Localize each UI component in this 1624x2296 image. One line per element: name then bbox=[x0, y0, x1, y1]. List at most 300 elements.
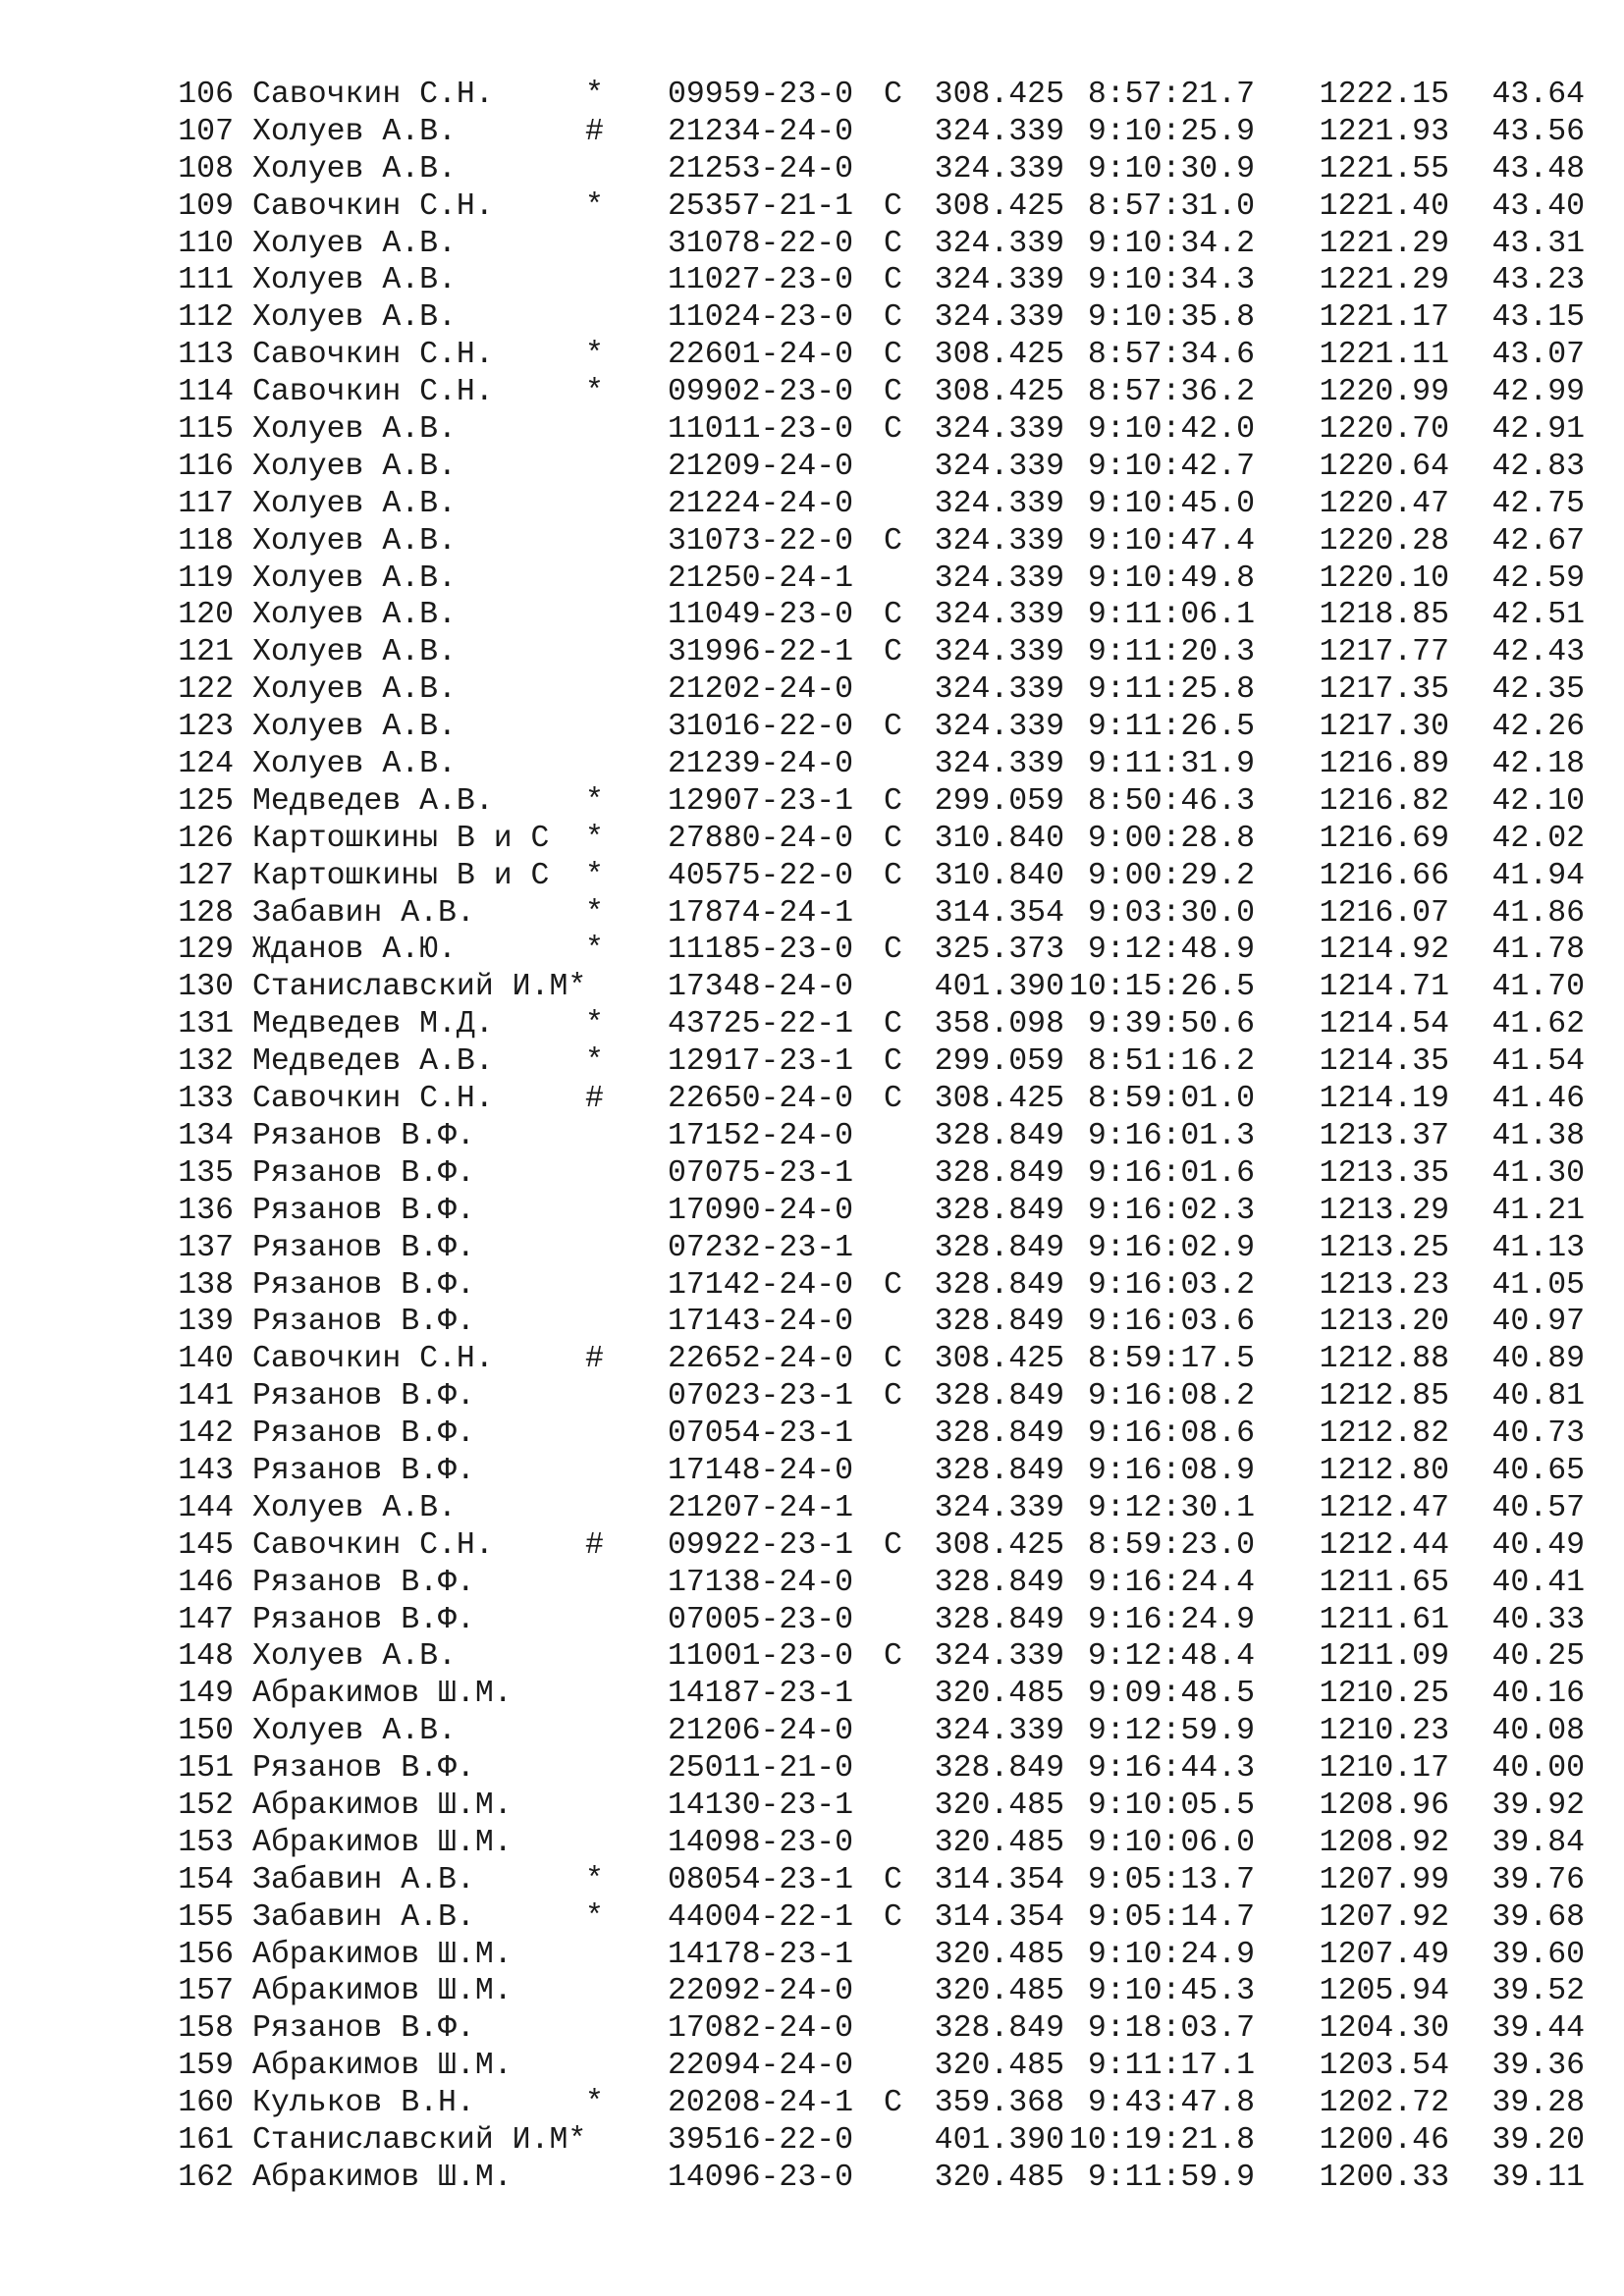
arrival-time: 9:16:03.2 bbox=[1087, 1267, 1255, 1303]
place-number: 155 bbox=[178, 1899, 234, 1935]
fancier-name: Рязанов В.Ф. bbox=[252, 1751, 475, 1787]
points: 39.11 bbox=[1491, 2160, 1585, 2195]
group-letter: С bbox=[884, 858, 902, 893]
points: 41.38 bbox=[1491, 1118, 1585, 1153]
points: 39.44 bbox=[1491, 2011, 1585, 2047]
fancier-name: Абракимов Ш.М. bbox=[252, 2160, 513, 2195]
speed: 1204.30 bbox=[1319, 2011, 1449, 2047]
ring-number: 17148-24-0 bbox=[668, 1453, 854, 1488]
speed: 1207.49 bbox=[1319, 1937, 1449, 1972]
place-number: 146 bbox=[178, 1565, 234, 1600]
fancier-name: Савочкин С.Н. bbox=[252, 1082, 494, 1117]
arrival-time: 9:11:20.3 bbox=[1087, 635, 1255, 670]
arrival-time: 9:10:35.8 bbox=[1087, 300, 1255, 336]
result-row bbox=[0, 858, 1624, 895]
arrival-time: 9:12:48.9 bbox=[1087, 933, 1255, 968]
arrival-time: 9:16:02.3 bbox=[1087, 1193, 1255, 1228]
place-number: 138 bbox=[178, 1267, 234, 1303]
place-number: 134 bbox=[178, 1118, 234, 1153]
fancier-name: Холуев А.В. bbox=[252, 486, 457, 521]
points: 40.89 bbox=[1491, 1342, 1585, 1377]
result-row bbox=[0, 1453, 1624, 1490]
points: 40.81 bbox=[1491, 1379, 1585, 1415]
fancier-name: Холуев А.В. bbox=[252, 412, 457, 448]
arrival-time: 9:16:02.9 bbox=[1087, 1230, 1255, 1265]
place-number: 143 bbox=[178, 1453, 234, 1488]
distance: 308.425 bbox=[934, 1082, 1064, 1117]
result-row bbox=[0, 1193, 1624, 1230]
points: 40.16 bbox=[1491, 1677, 1585, 1712]
fancier-name: Рязанов В.Ф. bbox=[252, 1155, 475, 1191]
entry-mark: # bbox=[585, 1527, 604, 1563]
arrival-time: 8:59:01.0 bbox=[1087, 1082, 1255, 1117]
speed: 1211.65 bbox=[1319, 1565, 1449, 1600]
group-letter: С bbox=[884, 412, 902, 448]
fancier-name: Савочкин С.Н. bbox=[252, 1342, 494, 1377]
fancier-name: Рязанов В.Ф. bbox=[252, 1193, 475, 1228]
distance: 308.425 bbox=[934, 375, 1064, 410]
distance: 325.373 bbox=[934, 933, 1064, 968]
group-letter: С bbox=[884, 1267, 902, 1303]
fancier-name: Абракимов Ш.М. bbox=[252, 1937, 513, 1972]
result-row bbox=[0, 1973, 1624, 2010]
ring-number: 11185-23-0 bbox=[668, 933, 854, 968]
speed: 1221.29 bbox=[1319, 263, 1449, 298]
entry-mark: # bbox=[585, 114, 604, 149]
place-number: 150 bbox=[178, 1714, 234, 1749]
group-letter: С bbox=[884, 226, 902, 261]
arrival-time: 8:57:31.0 bbox=[1087, 188, 1255, 224]
points: 42.10 bbox=[1491, 783, 1585, 819]
ring-number: 14178-23-1 bbox=[668, 1937, 854, 1972]
distance: 320.485 bbox=[934, 1974, 1064, 2009]
points: 40.33 bbox=[1491, 1602, 1585, 1637]
entry-mark: * bbox=[585, 783, 604, 819]
ring-number: 12907-23-1 bbox=[668, 783, 854, 819]
fancier-name: Савочкин С.Н. bbox=[252, 188, 494, 224]
speed: 1217.77 bbox=[1319, 635, 1449, 670]
result-row bbox=[0, 1081, 1624, 1118]
group-letter: С bbox=[884, 1639, 902, 1675]
distance: 314.354 bbox=[934, 895, 1064, 931]
ring-number: 21202-24-0 bbox=[668, 672, 854, 708]
speed: 1221.55 bbox=[1319, 151, 1449, 187]
ring-number: 21206-24-0 bbox=[668, 1714, 854, 1749]
group-letter: С bbox=[884, 598, 902, 633]
place-number: 113 bbox=[178, 338, 234, 373]
ring-number: 21234-24-0 bbox=[668, 114, 854, 149]
arrival-time: 9:10:47.4 bbox=[1087, 523, 1255, 559]
speed: 1210.17 bbox=[1319, 1751, 1449, 1787]
points: 41.86 bbox=[1491, 895, 1585, 931]
place-number: 139 bbox=[178, 1305, 234, 1340]
result-row bbox=[0, 597, 1624, 634]
result-row bbox=[0, 114, 1624, 151]
ring-number: 25357-21-1 bbox=[668, 188, 854, 224]
speed: 1207.92 bbox=[1319, 1899, 1449, 1935]
group-letter: С bbox=[884, 1527, 902, 1563]
distance: 308.425 bbox=[934, 1527, 1064, 1563]
points: 42.67 bbox=[1491, 523, 1585, 559]
points: 42.91 bbox=[1491, 412, 1585, 448]
arrival-time: 9:18:03.7 bbox=[1087, 2011, 1255, 2047]
ring-number: 14096-23-0 bbox=[668, 2160, 854, 2195]
speed: 1212.44 bbox=[1319, 1527, 1449, 1563]
points: 41.62 bbox=[1491, 1007, 1585, 1042]
result-row bbox=[0, 932, 1624, 969]
arrival-time: 8:57:21.7 bbox=[1087, 78, 1255, 112]
distance: 324.339 bbox=[934, 263, 1064, 298]
speed: 1208.96 bbox=[1319, 1788, 1449, 1823]
arrival-time: 8:57:36.2 bbox=[1087, 375, 1255, 410]
arrival-time: 9:16:01.6 bbox=[1087, 1155, 1255, 1191]
points: 39.60 bbox=[1491, 1937, 1585, 1972]
distance: 324.339 bbox=[934, 635, 1064, 670]
ring-number: 11024-23-0 bbox=[668, 300, 854, 336]
ring-number: 09922-23-1 bbox=[668, 1527, 854, 1563]
place-number: 141 bbox=[178, 1379, 234, 1415]
arrival-time: 9:16:01.3 bbox=[1087, 1118, 1255, 1153]
place-number: 116 bbox=[178, 449, 234, 484]
distance: 320.485 bbox=[934, 1788, 1064, 1823]
group-letter: С bbox=[884, 523, 902, 559]
ring-number: 31016-22-0 bbox=[668, 710, 854, 745]
points: 43.15 bbox=[1491, 300, 1585, 336]
fancier-name: Холуев А.В. bbox=[252, 1639, 457, 1675]
result-row bbox=[0, 523, 1624, 561]
distance: 324.339 bbox=[934, 1490, 1064, 1525]
place-number: 110 bbox=[178, 226, 234, 261]
arrival-time: 9:10:24.9 bbox=[1087, 1937, 1255, 1972]
place-number: 117 bbox=[178, 486, 234, 521]
distance: 324.339 bbox=[934, 412, 1064, 448]
place-number: 152 bbox=[178, 1788, 234, 1823]
fancier-name: Холуев А.В. bbox=[252, 747, 457, 782]
distance: 324.339 bbox=[934, 449, 1064, 484]
group-letter: С bbox=[884, 1899, 902, 1935]
distance: 328.849 bbox=[934, 1416, 1064, 1452]
speed: 1213.35 bbox=[1319, 1155, 1449, 1191]
entry-mark: * bbox=[585, 78, 604, 112]
distance: 324.339 bbox=[934, 523, 1064, 559]
ring-number: 22650-24-0 bbox=[668, 1082, 854, 1117]
result-row bbox=[0, 77, 1624, 114]
speed: 1213.25 bbox=[1319, 1230, 1449, 1265]
ring-number: 07075-23-1 bbox=[668, 1155, 854, 1191]
ring-number: 07054-23-1 bbox=[668, 1416, 854, 1452]
result-row bbox=[0, 299, 1624, 337]
place-number: 162 bbox=[178, 2160, 234, 2195]
arrival-time: 9:10:25.9 bbox=[1087, 114, 1255, 149]
place-number: 148 bbox=[178, 1639, 234, 1675]
result-row bbox=[0, 1862, 1624, 1899]
result-row bbox=[0, 1378, 1624, 1415]
fancier-name: Холуев А.В. bbox=[252, 672, 457, 708]
fancier-name: Рязанов В.Ф. bbox=[252, 1118, 475, 1153]
arrival-time: 8:51:16.2 bbox=[1087, 1044, 1255, 1080]
distance: 401.390 bbox=[934, 970, 1064, 1005]
speed: 1213.29 bbox=[1319, 1193, 1449, 1228]
arrival-time: 9:11:26.5 bbox=[1087, 710, 1255, 745]
fancier-name: Холуев А.В. bbox=[252, 263, 457, 298]
arrival-time: 9:10:05.5 bbox=[1087, 1788, 1255, 1823]
result-row bbox=[0, 1750, 1624, 1788]
place-number: 109 bbox=[178, 188, 234, 224]
fancier-name: Савочкин С.Н. bbox=[252, 78, 494, 112]
arrival-time: 9:16:03.6 bbox=[1087, 1305, 1255, 1340]
arrival-time: 9:10:49.8 bbox=[1087, 561, 1255, 596]
points: 43.07 bbox=[1491, 338, 1585, 373]
speed: 1221.29 bbox=[1319, 226, 1449, 261]
speed: 1216.89 bbox=[1319, 747, 1449, 782]
points: 41.30 bbox=[1491, 1155, 1585, 1191]
group-letter: С bbox=[884, 375, 902, 410]
points: 42.35 bbox=[1491, 672, 1585, 708]
ring-number: 21239-24-0 bbox=[668, 747, 854, 782]
place-number: 120 bbox=[178, 598, 234, 633]
arrival-time: 9:16:44.3 bbox=[1087, 1751, 1255, 1787]
group-letter: С bbox=[884, 635, 902, 670]
points: 43.40 bbox=[1491, 188, 1585, 224]
entry-mark: * bbox=[585, 1007, 604, 1042]
result-row bbox=[0, 1341, 1624, 1378]
distance: 328.849 bbox=[934, 1305, 1064, 1340]
speed: 1205.94 bbox=[1319, 1974, 1449, 2009]
arrival-time: 9:12:59.9 bbox=[1087, 1714, 1255, 1749]
distance: 328.849 bbox=[934, 1230, 1064, 1265]
fancier-name: Рязанов В.Ф. bbox=[252, 1230, 475, 1265]
fancier-name: Холуев А.В. bbox=[252, 1714, 457, 1749]
result-row bbox=[0, 709, 1624, 746]
result-row bbox=[0, 1713, 1624, 1750]
arrival-time: 9:10:42.7 bbox=[1087, 449, 1255, 484]
result-row bbox=[0, 1565, 1624, 1602]
distance: 324.339 bbox=[934, 226, 1064, 261]
place-number: 136 bbox=[178, 1193, 234, 1228]
speed: 1218.85 bbox=[1319, 598, 1449, 633]
fancier-name: Абракимов Ш.М. bbox=[252, 1825, 513, 1860]
group-letter: С bbox=[884, 338, 902, 373]
points: 43.64 bbox=[1491, 78, 1585, 112]
fancier-name: Рязанов В.Ф. bbox=[252, 1416, 475, 1452]
points: 40.41 bbox=[1491, 1565, 1585, 1600]
distance: 320.485 bbox=[934, 1825, 1064, 1860]
distance: 308.425 bbox=[934, 78, 1064, 112]
ring-number: 17874-24-1 bbox=[668, 895, 854, 931]
points: 39.84 bbox=[1491, 1825, 1585, 1860]
speed: 1220.10 bbox=[1319, 561, 1449, 596]
speed: 1200.33 bbox=[1319, 2160, 1449, 2195]
speed: 1212.85 bbox=[1319, 1379, 1449, 1415]
points: 41.54 bbox=[1491, 1044, 1585, 1080]
result-row bbox=[0, 1825, 1624, 1862]
points: 41.78 bbox=[1491, 933, 1585, 968]
fancier-name: Холуев А.В. bbox=[252, 598, 457, 633]
fancier-name: Рязанов В.Ф. bbox=[252, 1565, 475, 1600]
group-letter: С bbox=[884, 933, 902, 968]
distance: 324.339 bbox=[934, 486, 1064, 521]
entry-mark: # bbox=[585, 1342, 604, 1377]
place-number: 159 bbox=[178, 2049, 234, 2084]
arrival-time: 8:50:46.3 bbox=[1087, 783, 1255, 819]
distance: 310.840 bbox=[934, 858, 1064, 893]
ring-number: 09902-23-0 bbox=[668, 375, 854, 410]
arrival-time: 9:10:45.0 bbox=[1087, 486, 1255, 521]
fancier-name: Холуев А.В. bbox=[252, 151, 457, 187]
distance: 328.849 bbox=[934, 1565, 1064, 1600]
arrival-time: 9:10:45.3 bbox=[1087, 1974, 1255, 2009]
points: 39.92 bbox=[1491, 1788, 1585, 1823]
ring-number: 14130-23-1 bbox=[668, 1788, 854, 1823]
speed: 1217.30 bbox=[1319, 710, 1449, 745]
distance: 324.339 bbox=[934, 1714, 1064, 1749]
fancier-name: Станиславский И.М* bbox=[252, 2122, 587, 2158]
distance: 320.485 bbox=[934, 1937, 1064, 1972]
result-row bbox=[0, 2010, 1624, 2048]
entry-mark: * bbox=[585, 858, 604, 893]
result-row bbox=[0, 746, 1624, 783]
points: 42.02 bbox=[1491, 821, 1585, 856]
ring-number: 17090-24-0 bbox=[668, 1193, 854, 1228]
fancier-name: Абракимов Ш.М. bbox=[252, 1788, 513, 1823]
fancier-name: Рязанов В.Ф. bbox=[252, 1602, 475, 1637]
place-number: 111 bbox=[178, 263, 234, 298]
group-letter: С bbox=[884, 1342, 902, 1377]
place-number: 108 bbox=[178, 151, 234, 187]
entry-mark: * bbox=[585, 895, 604, 931]
place-number: 130 bbox=[178, 970, 234, 1005]
speed: 1214.71 bbox=[1319, 970, 1449, 1005]
fancier-name: Абракимов Ш.М. bbox=[252, 1677, 513, 1712]
place-number: 107 bbox=[178, 114, 234, 149]
arrival-time: 9:05:13.7 bbox=[1087, 1862, 1255, 1897]
result-row bbox=[0, 188, 1624, 226]
speed: 1221.17 bbox=[1319, 300, 1449, 336]
result-row bbox=[0, 1638, 1624, 1676]
group-letter: С bbox=[884, 821, 902, 856]
place-number: 157 bbox=[178, 1974, 234, 2009]
points: 42.75 bbox=[1491, 486, 1585, 521]
speed: 1216.66 bbox=[1319, 858, 1449, 893]
arrival-time: 9:11:06.1 bbox=[1087, 598, 1255, 633]
entry-mark: * bbox=[585, 338, 604, 373]
entry-mark: * bbox=[585, 821, 604, 856]
ring-number: 21224-24-0 bbox=[668, 486, 854, 521]
place-number: 119 bbox=[178, 561, 234, 596]
arrival-time: 8:57:34.6 bbox=[1087, 338, 1255, 373]
place-number: 106 bbox=[178, 78, 234, 112]
arrival-time: 9:09:48.5 bbox=[1087, 1677, 1255, 1712]
distance: 328.849 bbox=[934, 1118, 1064, 1153]
group-letter: С bbox=[884, 2086, 902, 2121]
distance: 328.849 bbox=[934, 1193, 1064, 1228]
distance: 328.849 bbox=[934, 1602, 1064, 1637]
points: 42.51 bbox=[1491, 598, 1585, 633]
result-row bbox=[0, 1118, 1624, 1155]
points: 41.94 bbox=[1491, 858, 1585, 893]
result-row bbox=[0, 374, 1624, 411]
fancier-name: Холуев А.В. bbox=[252, 449, 457, 484]
arrival-time: 9:43:47.8 bbox=[1087, 2086, 1255, 2121]
speed: 1220.64 bbox=[1319, 449, 1449, 484]
result-row bbox=[0, 783, 1624, 821]
place-number: 131 bbox=[178, 1007, 234, 1042]
ring-number: 31073-22-0 bbox=[668, 523, 854, 559]
group-letter: С bbox=[884, 188, 902, 224]
arrival-time: 8:59:23.0 bbox=[1087, 1527, 1255, 1563]
points: 39.52 bbox=[1491, 1974, 1585, 2009]
group-letter: С bbox=[884, 78, 902, 112]
fancier-name: Забавин А.В. bbox=[252, 1862, 475, 1897]
place-number: 118 bbox=[178, 523, 234, 559]
speed: 1202.72 bbox=[1319, 2086, 1449, 2121]
place-number: 132 bbox=[178, 1044, 234, 1080]
points: 39.28 bbox=[1491, 2086, 1585, 2121]
ring-number: 27880-24-0 bbox=[668, 821, 854, 856]
place-number: 156 bbox=[178, 1937, 234, 1972]
fancier-name: Рязанов В.Ф. bbox=[252, 1305, 475, 1340]
distance: 324.339 bbox=[934, 598, 1064, 633]
points: 42.26 bbox=[1491, 710, 1585, 745]
result-row bbox=[0, 821, 1624, 858]
entry-mark: * bbox=[585, 2086, 604, 2121]
points: 41.70 bbox=[1491, 970, 1585, 1005]
points: 40.65 bbox=[1491, 1453, 1585, 1488]
fancier-name: Савочкин С.Н. bbox=[252, 338, 494, 373]
result-row bbox=[0, 2048, 1624, 2085]
result-row bbox=[0, 1527, 1624, 1565]
speed: 1213.20 bbox=[1319, 1305, 1449, 1340]
result-row bbox=[0, 895, 1624, 933]
place-number: 114 bbox=[178, 375, 234, 410]
result-row bbox=[0, 151, 1624, 188]
group-letter: С bbox=[884, 1082, 902, 1117]
speed: 1213.37 bbox=[1319, 1118, 1449, 1153]
fancier-name: Рязанов В.Ф. bbox=[252, 1267, 475, 1303]
speed: 1212.88 bbox=[1319, 1342, 1449, 1377]
fancier-name: Холуев А.В. bbox=[252, 226, 457, 261]
distance: 324.339 bbox=[934, 747, 1064, 782]
place-number: 137 bbox=[178, 1230, 234, 1265]
fancier-name: Медведев М.Д. bbox=[252, 1007, 494, 1042]
arrival-time: 9:10:06.0 bbox=[1087, 1825, 1255, 1860]
ring-number: 22601-24-0 bbox=[668, 338, 854, 373]
result-row bbox=[0, 671, 1624, 709]
points: 39.20 bbox=[1491, 2122, 1585, 2158]
fancier-name: Абракимов Ш.М. bbox=[252, 1974, 513, 2009]
result-row bbox=[0, 411, 1624, 449]
entry-mark: * bbox=[585, 1899, 604, 1935]
place-number: 127 bbox=[178, 858, 234, 893]
ring-number: 25011-21-0 bbox=[668, 1751, 854, 1787]
ring-number: 17348-24-0 bbox=[668, 970, 854, 1005]
arrival-time: 9:11:25.8 bbox=[1087, 672, 1255, 708]
distance: 299.059 bbox=[934, 783, 1064, 819]
speed: 1216.69 bbox=[1319, 821, 1449, 856]
ring-number: 07005-23-0 bbox=[668, 1602, 854, 1637]
arrival-time: 8:59:17.5 bbox=[1087, 1342, 1255, 1377]
arrival-time: 9:10:34.2 bbox=[1087, 226, 1255, 261]
points: 41.13 bbox=[1491, 1230, 1585, 1265]
ring-number: 11011-23-0 bbox=[668, 412, 854, 448]
fancier-name: Холуев А.В. bbox=[252, 114, 457, 149]
fancier-name: Медведев А.В. bbox=[252, 783, 494, 819]
speed: 1216.82 bbox=[1319, 783, 1449, 819]
ring-number: 08054-23-1 bbox=[668, 1862, 854, 1897]
arrival-time: 9:16:08.9 bbox=[1087, 1453, 1255, 1488]
place-number: 133 bbox=[178, 1082, 234, 1117]
speed: 1213.23 bbox=[1319, 1267, 1449, 1303]
